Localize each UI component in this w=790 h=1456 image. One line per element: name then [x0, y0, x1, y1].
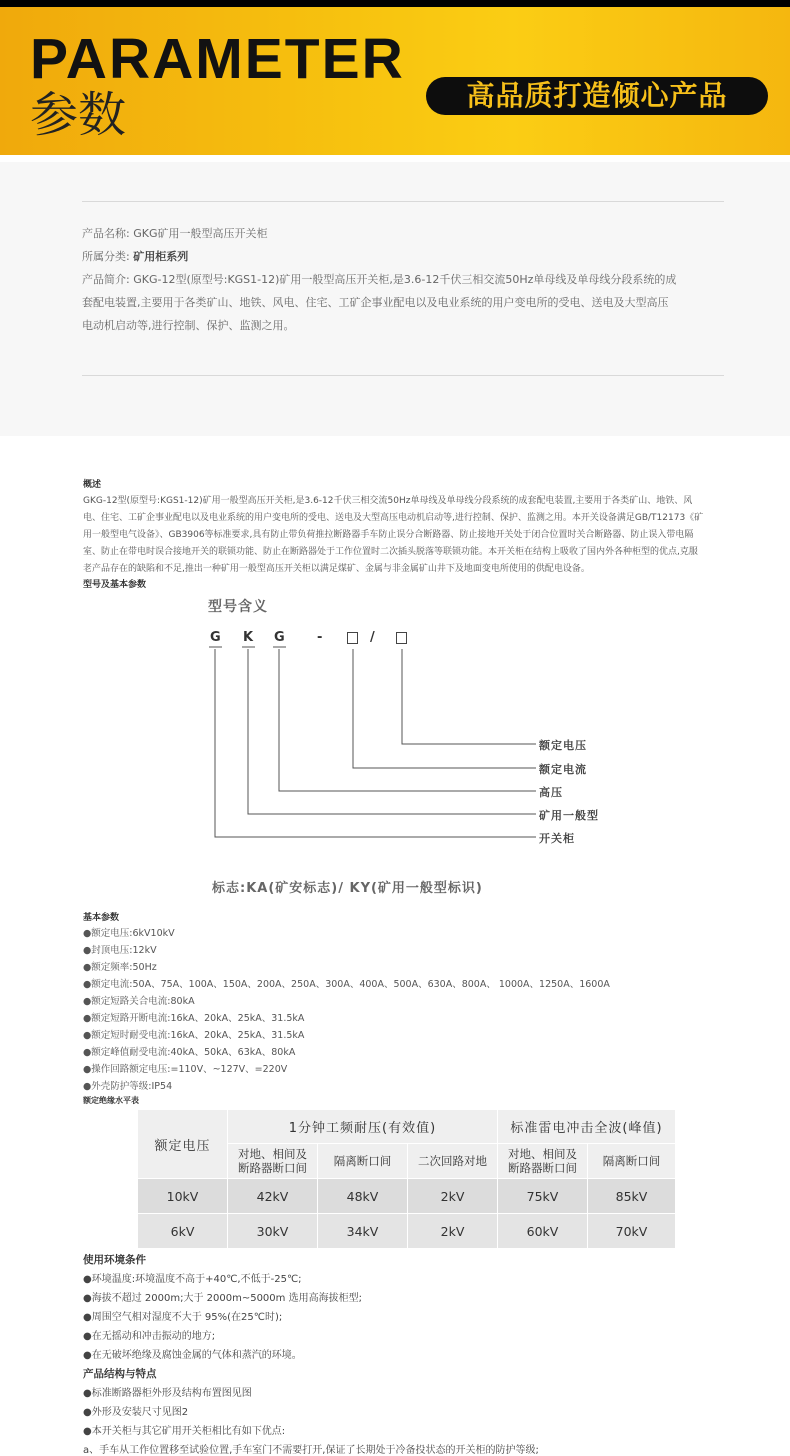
table-row — [138, 1179, 676, 1214]
label-rated-voltage: 额定电压 — [539, 739, 587, 752]
banner-slogan: 高品质打造倾心产品 — [426, 77, 768, 115]
model-heading: 型号及基本参数 — [83, 580, 147, 590]
divider — [82, 201, 724, 202]
subheader-secondary-circuit: 二次回路对地 — [408, 1144, 498, 1179]
param-item: ●额定电流:50A、75A、100A、150A、200A、250A、300A、400A、500A、630A、800A、 1000A、1250A、1600A — [83, 979, 610, 990]
structure-heading: 产品结构与特点 — [83, 1368, 157, 1380]
code-letter-g: G — [210, 630, 221, 645]
overview-line: 老产品存在的缺陷和不足,推出一种矿用一般型高压开关柜以满足煤矿、金属与非金属矿山井下及地面变电所使用的供配电设备。 — [83, 564, 590, 574]
param-item: ●额定电压:6kV10kV — [83, 928, 175, 939]
product-category-label: 所属分类: — [82, 250, 130, 263]
model-diagram — [200, 592, 620, 852]
param-item: ●封顶电压:12kV — [83, 945, 157, 956]
param-item: ●额定频率:50Hz — [83, 962, 157, 973]
overview-line: 电、住宅、工矿企事业配电以及电业系统的用户变电所的受电、送电及大型高压电动机启动等,进行控制、保护、监测之用。本开关设备满足GB/T12173《矿 — [83, 513, 704, 523]
overview-heading: 概述 — [83, 480, 102, 490]
product-info-panel — [0, 162, 790, 436]
param-item: ●外壳防护等级:IP54 — [83, 1081, 173, 1092]
label-high-voltage: 高压 — [539, 786, 563, 799]
environment-section — [83, 1251, 733, 1456]
product-intro-line: 电动机启动等,进行控制、保护、监测之用。 — [82, 319, 295, 332]
code-box-voltage — [396, 632, 407, 644]
overview-section — [83, 478, 733, 592]
subheader-to-ground — [228, 1144, 318, 1179]
param-item: ●额定峰值耐受电流:40kA、50kA、63kA、80kA — [83, 1047, 296, 1058]
header-rated-voltage: 额定电压 — [138, 1110, 228, 1179]
environment-item: ●海拔不超过 2000m;大于 2000m~5000m 选用高海拔柜型; — [83, 1293, 362, 1304]
table-cell: 85kV — [588, 1179, 676, 1214]
structure-item: ●标准断路器柜外形及结构布置图见图 — [83, 1388, 252, 1399]
subheader-line: 对地、相间及 — [238, 1147, 307, 1161]
label-mine-general: 矿用一般型 — [539, 809, 599, 822]
divider — [82, 375, 724, 376]
product-intro-row — [82, 268, 682, 291]
leader-rated-current — [353, 649, 536, 768]
subheader-line: 对地、相间及 — [508, 1147, 577, 1161]
structure-item: ●外形及安装尺寸见图2 — [83, 1407, 189, 1418]
environment-item: ●周围空气相对湿度不大于 95%(在25℃时); — [83, 1312, 283, 1323]
subheader-to-ground — [498, 1144, 588, 1179]
overview-line: 用一般型电气设备》、GB3906等标准要求,具有防止带负荷推拉断路器手车防止误分合断路器、防止接地开关处于闭合位置时关合断路器、防止误入带电隔 — [83, 530, 694, 540]
table-cell: 48kV — [318, 1179, 408, 1214]
leader-mine-general — [248, 649, 536, 814]
insulation-level-table — [137, 1109, 676, 1249]
product-name-value: GKG矿用一般型高压开关柜 — [133, 227, 268, 240]
code-letter-k: K — [243, 630, 254, 645]
product-category-value[interactable]: 矿用柜系列 — [133, 250, 189, 263]
insulation-table-heading: 额定绝缘水平表 — [83, 1096, 139, 1105]
table-cell: 6kV — [138, 1214, 228, 1249]
table-cell: 30kV — [228, 1214, 318, 1249]
leader-high-voltage — [279, 649, 536, 791]
table-cell: 75kV — [498, 1179, 588, 1214]
overview-line: 室、防止在带电时误合接地开关的联锁功能、防止在断路器处于工作位置时二次插头脱落等联锁功能。本开关柜在结构上吸收了国内外各种柜型的优点,克服 — [83, 547, 698, 557]
header-power-frequency: 1分钟工频耐压(有效值) — [228, 1110, 498, 1144]
basic-params-heading: 基本参数 — [83, 913, 120, 923]
label-switchgear: 开关柜 — [539, 832, 575, 845]
structure-item: a、手车从工作位置移至试验位置,手车室门不需要打开,保证了长期处于冷备投状态的开关柜的防护等级; — [83, 1445, 539, 1456]
structure-item: ●本开关柜与其它矿用开关柜相比有如下优点: — [83, 1426, 286, 1437]
table-cell: 42kV — [228, 1179, 318, 1214]
product-intro-line: GKG-12型(原型号:KGS1-12)矿用一般型高压开关柜,是3.6-12千伏三相交流50Hz单母线及单母线分段系统的成 — [133, 273, 677, 286]
environment-item: ●在无破坏绝缘及腐蚀金属的气体和蒸汽的环境。 — [83, 1350, 302, 1361]
table-cell: 60kV — [498, 1214, 588, 1249]
overview-line: GKG-12型(原型号:KGS1-12)矿用一般型高压开关柜,是3.6-12千伏三相交流50Hz单母线及单母线分段系统的成套配电装置,主要用于各类矿山、地铁、风 — [83, 496, 693, 506]
table-cell: 10kV — [138, 1179, 228, 1214]
table-cell: 2kV — [408, 1214, 498, 1249]
param-item: ●额定短路开断电流:16kA、20kA、25kA、31.5kA — [83, 1013, 305, 1024]
table-cell: 70kV — [588, 1214, 676, 1249]
code-slash: / — [370, 630, 375, 645]
subheader-line: 断路器断口间 — [508, 1161, 577, 1175]
diagram-title: 型号含义 — [208, 599, 268, 615]
certification-mark-text: 标志:KA(矿安标志)/ KY(矿用一般型标识) — [212, 881, 483, 896]
product-name-row — [82, 222, 682, 245]
param-item: ●操作回路额定电压:=110V、~127V、=220V — [83, 1064, 288, 1075]
table-row — [138, 1214, 676, 1249]
banner-title-cn: 参数 — [30, 87, 127, 143]
code-dash: - — [317, 630, 323, 645]
code-box-current — [347, 632, 358, 644]
environment-item: ●环境温度:环境温度不高于+40℃,不低于-25℃; — [83, 1274, 302, 1285]
environment-item: ●在无摇动和冲击振动的地方; — [83, 1331, 216, 1342]
param-item: ●额定短时耐受电流:16kA、20kA、25kA、31.5kA — [83, 1030, 305, 1041]
subheader-line: 断路器断口间 — [238, 1161, 307, 1175]
header-banner — [0, 0, 790, 155]
product-intro-line: 套配电装置,主要用于各类矿山、地铁、风电、住宅、工矿企事业配电以及电业系统的用户变电所的受电、送电及大型高压 — [82, 296, 669, 309]
param-item: ●额定短路关合电流:80kA — [83, 996, 195, 1007]
banner-title-en: PARAMETER — [30, 27, 405, 91]
code-letter-g: G — [274, 630, 285, 645]
subheader-isolating-gap: 隔离断口间 — [318, 1144, 408, 1179]
label-rated-current: 额定电流 — [539, 763, 587, 776]
table-cell: 2kV — [408, 1179, 498, 1214]
header-lightning-impulse: 标准雷电冲击全波(峰值) — [498, 1110, 676, 1144]
table-cell: 34kV — [318, 1214, 408, 1249]
product-name-label: 产品名称: — [82, 227, 130, 240]
product-category-row — [82, 245, 682, 268]
leader-switchgear — [215, 649, 536, 837]
leader-rated-voltage — [402, 649, 536, 744]
subheader-isolating-gap: 隔离断口间 — [588, 1144, 676, 1179]
basic-params-section — [83, 911, 733, 1106]
environment-heading: 使用环境条件 — [83, 1254, 146, 1266]
product-intro-label: 产品简介: — [82, 273, 130, 286]
